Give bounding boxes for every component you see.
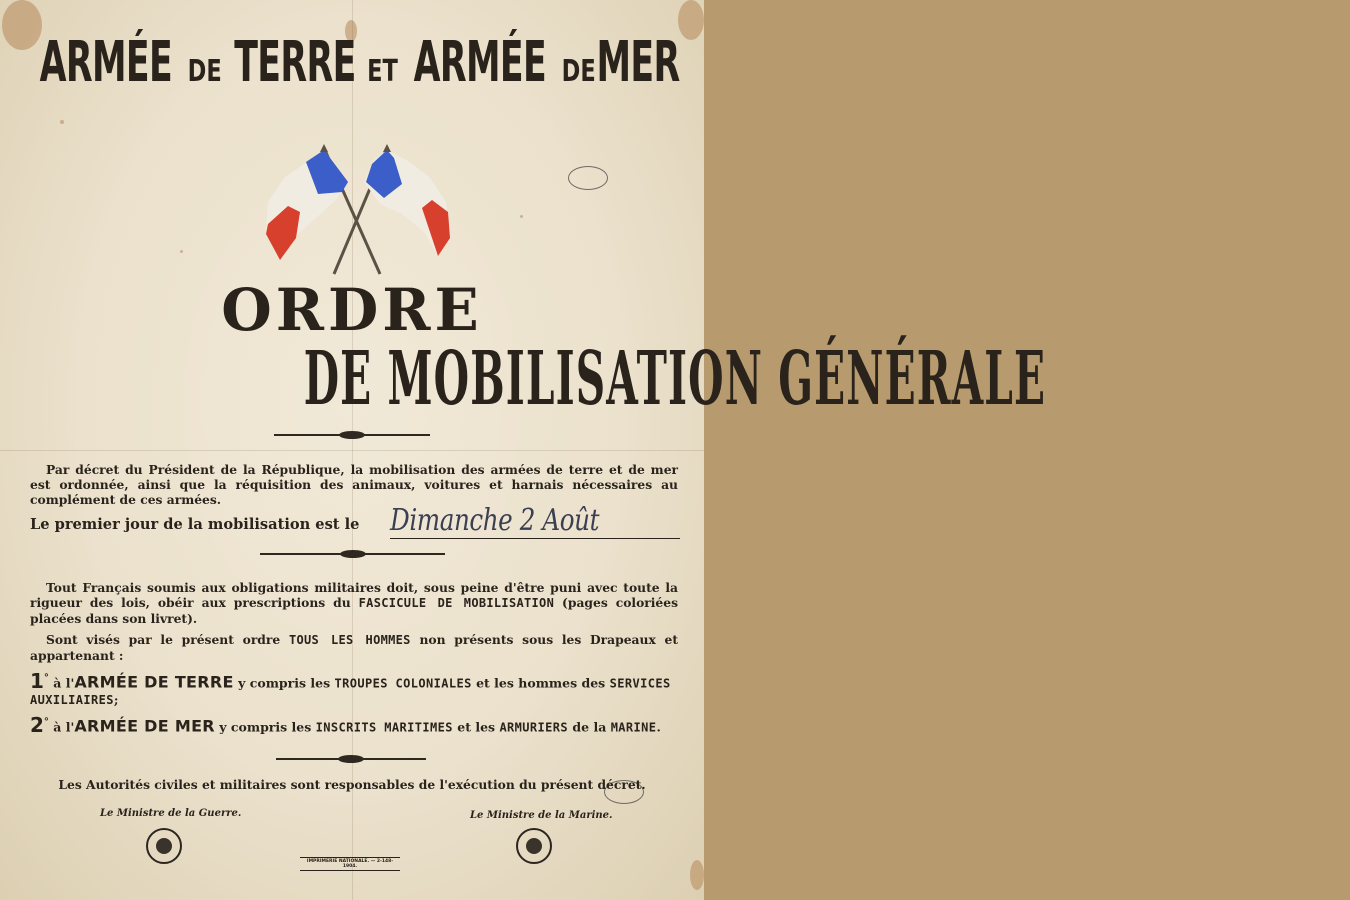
item-arm: ARMÉE DE TERRE xyxy=(74,672,234,692)
concerned-emphasis: TOUS LES HOMMES xyxy=(288,633,411,647)
item-caps: MARINE xyxy=(610,720,657,735)
headline-word: MER xyxy=(596,30,680,95)
item-arm: ARMÉE DE MER xyxy=(74,716,215,736)
ministry-seal-icon xyxy=(516,828,552,864)
paper-stain xyxy=(520,215,523,218)
item-end: ; xyxy=(113,691,119,707)
ornamental-divider xyxy=(274,434,430,436)
paper-stain xyxy=(690,860,704,890)
item-prefix: à l' xyxy=(53,675,75,691)
obligations-emphasis: FASCICULE DE MOBILISATION xyxy=(358,596,555,610)
headline-word: ARMÉE xyxy=(39,30,172,95)
list-item-army xyxy=(30,670,678,708)
title-mobilisation-text: DE MOBILISATION GÉNÉRALE xyxy=(303,336,1047,422)
headline xyxy=(0,30,704,95)
headline-word: TERRE xyxy=(234,30,356,95)
obligations-text-before: Tout Français soumis aux obligations militaires doit, sous peine d'être puni avec toute la rigueur des lois, obéir aux prescriptions du xyxy=(30,580,678,610)
handwritten-date xyxy=(390,503,675,539)
obligations-paragraph xyxy=(30,580,678,626)
responsibility-statement: Les Autorités civiles et militaires sont responsables de l'exécution du présent décret. xyxy=(58,777,646,792)
item-caps: SERVICES AUXILIAIRES xyxy=(30,676,671,707)
first-day-label: Le premier jour de la mobilisation est le xyxy=(30,516,360,533)
headline-word: DE xyxy=(187,54,222,89)
date-underline xyxy=(390,538,680,539)
list-item-navy xyxy=(30,714,678,736)
item-number xyxy=(30,713,49,737)
minister-war-signature: Le Ministre de la Guerre. xyxy=(100,808,242,819)
paper-fold xyxy=(0,450,704,451)
headline-word: DE xyxy=(561,54,596,89)
headline-word: ARMÉE xyxy=(413,30,547,95)
concerned-text-after: non présents sous les Drapeaux et appartenant : xyxy=(30,632,679,663)
crossed-flags-icon xyxy=(262,142,452,277)
item-number-degree: ° xyxy=(43,672,49,683)
printer-imprint: IMPRIMERIE NATIONALE. — 2-148-1904. xyxy=(300,857,400,871)
concerned-paragraph xyxy=(30,632,678,663)
minister-navy-signature: Le Ministre de la Marine. xyxy=(470,810,613,821)
headline-word: ET xyxy=(367,54,399,89)
item-text: y compris les xyxy=(219,719,312,735)
item-prefix: à l' xyxy=(53,719,75,735)
item-text: de la xyxy=(572,719,607,735)
item-number-degree: ° xyxy=(43,716,49,727)
decree-paragraph xyxy=(30,462,678,507)
paper-stain xyxy=(60,120,64,124)
item-number-digit: 1 xyxy=(30,668,44,693)
obligations-text-after: (pages coloriées placées dans son livret). xyxy=(30,595,679,626)
item-text: et les hommes des xyxy=(476,675,606,691)
item-caps: TROUPES COLONIALES xyxy=(334,676,472,691)
handwritten-date-text: Dimanche 2 Août xyxy=(390,503,600,538)
item-number xyxy=(30,669,49,693)
item-number-digit: 2 xyxy=(30,712,44,737)
item-text: et les xyxy=(457,719,496,735)
ink-stamp xyxy=(568,166,608,190)
ornamental-divider xyxy=(260,553,445,555)
ministry-seal-icon xyxy=(146,828,182,864)
title-mobilisation xyxy=(0,336,1047,422)
title-ordre: ORDRE xyxy=(221,276,483,344)
item-end: . xyxy=(656,719,661,735)
paper-stain xyxy=(180,250,183,253)
concerned-text-before: Sont visés par le présent ordre xyxy=(46,632,281,647)
ornamental-divider xyxy=(276,758,426,760)
item-caps: INSCRITS MARITIMES xyxy=(315,720,453,735)
item-caps: ARMURIERS xyxy=(499,720,569,735)
decree-text: Par décret du Président de la République, la mobilisation des armées de terre et de mer est ordonnée, ainsi que la réquisition des animaux, voitures et harnais nécessaires au complément de ces armées. xyxy=(30,462,678,507)
item-text: y compris les xyxy=(238,675,331,691)
